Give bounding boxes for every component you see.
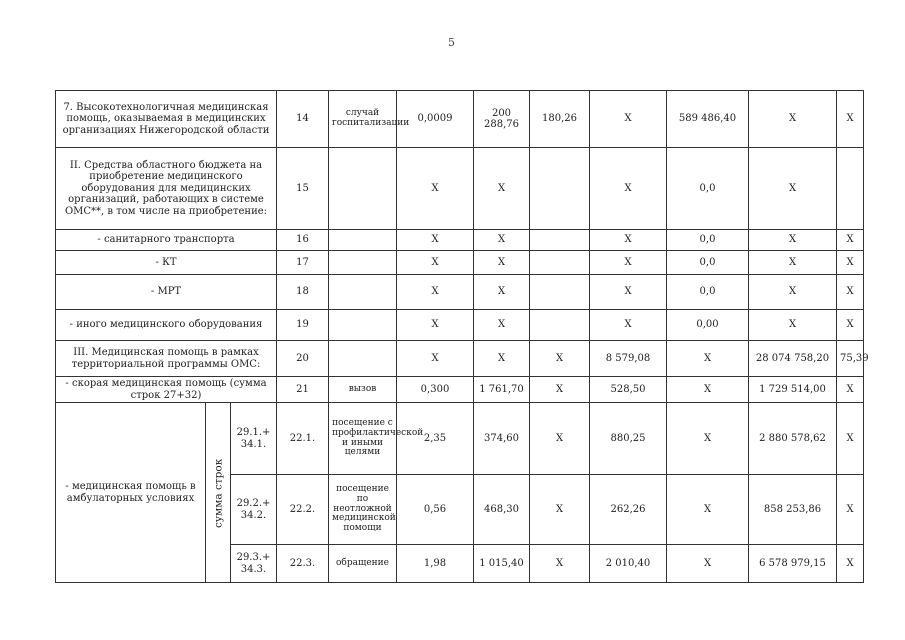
value-cell: Х (397, 310, 474, 341)
value-cell: 0,00 (667, 310, 749, 341)
row-number: 21 (277, 377, 329, 403)
value-cell: 2 010,40 (590, 545, 667, 583)
table-row (56, 275, 864, 310)
row-number: 22.1. (277, 403, 329, 475)
row-name: III. Медицинская помощь в рамках территориальной программы ОМС: (56, 341, 277, 377)
unit-cell (329, 251, 397, 275)
value-cell: Х (590, 275, 667, 310)
value-cell (530, 148, 590, 230)
value-cell (530, 230, 590, 251)
value-cell: 2 880 578,62 (749, 403, 837, 475)
value-cell: Х (397, 148, 474, 230)
value-cell: Х (749, 310, 837, 341)
value-cell (530, 310, 590, 341)
row-name: II. Средства областного бюджета на приобретение медицинского оборудования для медицинских организаций, работающих в системе ОМС**, в том числе на приобретение: (56, 148, 277, 230)
value-cell: Х (530, 377, 590, 403)
unit-cell: обращение (329, 545, 397, 583)
table-row (56, 341, 864, 377)
value-cell: Х (530, 545, 590, 583)
value-cell: 858 253,86 (749, 475, 837, 545)
value-cell: Х (474, 341, 530, 377)
value-cell: Х (749, 275, 837, 310)
value-cell: Х (530, 475, 590, 545)
value-cell: Х (837, 545, 864, 583)
unit-cell: вызов (329, 377, 397, 403)
table-row (56, 310, 864, 341)
value-cell: 468,30 (474, 475, 530, 545)
unit-cell (329, 148, 397, 230)
value-cell: 262,26 (590, 475, 667, 545)
row-name: 7. Высокотехнологичная медицинская помощь, оказываемая в медицинских организациях Нижегородской области (56, 91, 277, 148)
value-cell: Х (474, 230, 530, 251)
value-cell: 28 074 758,20 (749, 341, 837, 377)
value-cell: Х (749, 230, 837, 251)
value-cell: 374,60 (474, 403, 530, 475)
value-cell (837, 148, 864, 230)
value-cell: Х (397, 341, 474, 377)
value-cell: 0,300 (397, 377, 474, 403)
table-row (56, 251, 864, 275)
table-row (56, 377, 864, 403)
value-cell: Х (590, 148, 667, 230)
value-cell: Х (837, 91, 864, 148)
row-number: 22.3. (277, 545, 329, 583)
value-cell: 1 015,40 (474, 545, 530, 583)
value-cell: 75,39 (837, 341, 864, 377)
value-cell: Х (667, 403, 749, 475)
value-cell: Х (397, 251, 474, 275)
value-cell: Х (837, 403, 864, 475)
value-cell (530, 275, 590, 310)
value-cell: Х (749, 148, 837, 230)
value-cell: Х (590, 230, 667, 251)
unit-cell: посещение по неотложной медицинской помощи (329, 475, 397, 545)
value-cell: Х (590, 310, 667, 341)
value-cell: Х (749, 91, 837, 148)
value-cell: Х (667, 545, 749, 583)
group-label: сумма строк (206, 403, 231, 583)
value-cell: Х (474, 310, 530, 341)
value-cell: Х (837, 377, 864, 403)
value-cell: Х (749, 251, 837, 275)
value-cell: 528,50 (590, 377, 667, 403)
value-cell: 200 288,76 (474, 91, 530, 148)
value-cell: Х (397, 275, 474, 310)
value-cell: 8 579,08 (590, 341, 667, 377)
row-number: 17 (277, 251, 329, 275)
row-number: 15 (277, 148, 329, 230)
table-row (56, 148, 864, 230)
page-number: 5 (448, 36, 455, 49)
unit-cell (329, 310, 397, 341)
value-cell (530, 251, 590, 275)
row-ref: 29.1.+ 34.1. (231, 403, 277, 475)
value-cell: Х (667, 377, 749, 403)
row-number: 16 (277, 230, 329, 251)
table-row (56, 91, 864, 148)
value-cell: 1,98 (397, 545, 474, 583)
value-cell: Х (474, 275, 530, 310)
row-number: 22.2. (277, 475, 329, 545)
value-cell: 0,0 (667, 148, 749, 230)
value-cell: Х (530, 403, 590, 475)
budget-table (55, 90, 869, 583)
value-cell: 1 729 514,00 (749, 377, 837, 403)
row-ref: 29.3.+ 34.3. (231, 545, 277, 583)
value-cell: 880,25 (590, 403, 667, 475)
row-number: 20 (277, 341, 329, 377)
value-cell: 6 578 979,15 (749, 545, 837, 583)
table-row (56, 230, 864, 251)
unit-cell: случай госпитализации (329, 91, 397, 148)
row-name: - скорая медицинская помощь (сумма строк 27+32) (56, 377, 277, 403)
value-cell: Х (590, 251, 667, 275)
value-cell: Х (474, 251, 530, 275)
value-cell: 2,35 (397, 403, 474, 475)
value-cell: Х (837, 230, 864, 251)
row-name: - МРТ (56, 275, 277, 310)
row-ref: 29.2.+ 34.2. (231, 475, 277, 545)
value-cell: 0,0009 (397, 91, 474, 148)
value-cell: 589 486,40 (667, 91, 749, 148)
unit-cell (329, 230, 397, 251)
row-name: - санитарного транспорта (56, 230, 277, 251)
value-cell: 0,0 (667, 275, 749, 310)
row-number: 19 (277, 310, 329, 341)
value-cell: 1 761,70 (474, 377, 530, 403)
value-cell: Х (837, 275, 864, 310)
row-number: 14 (277, 91, 329, 148)
value-cell: Х (667, 341, 749, 377)
value-cell: Х (837, 251, 864, 275)
value-cell: Х (530, 341, 590, 377)
value-cell: Х (837, 310, 864, 341)
value-cell: 0,56 (397, 475, 474, 545)
value-cell: Х (837, 475, 864, 545)
value-cell: Х (474, 148, 530, 230)
value-cell: 180,26 (530, 91, 590, 148)
row-name: - медицинская помощь в амбулаторных условиях (56, 403, 206, 583)
row-name: - КТ (56, 251, 277, 275)
table-row (56, 403, 864, 475)
value-cell: Х (590, 91, 667, 148)
unit-cell (329, 341, 397, 377)
unit-cell: посещение с профилактической и иными целями (329, 403, 397, 475)
unit-cell (329, 275, 397, 310)
value-cell: Х (397, 230, 474, 251)
value-cell: 0,0 (667, 230, 749, 251)
value-cell: 0,0 (667, 251, 749, 275)
row-name: - иного медицинского оборудования (56, 310, 277, 341)
value-cell: Х (667, 475, 749, 545)
row-number: 18 (277, 275, 329, 310)
